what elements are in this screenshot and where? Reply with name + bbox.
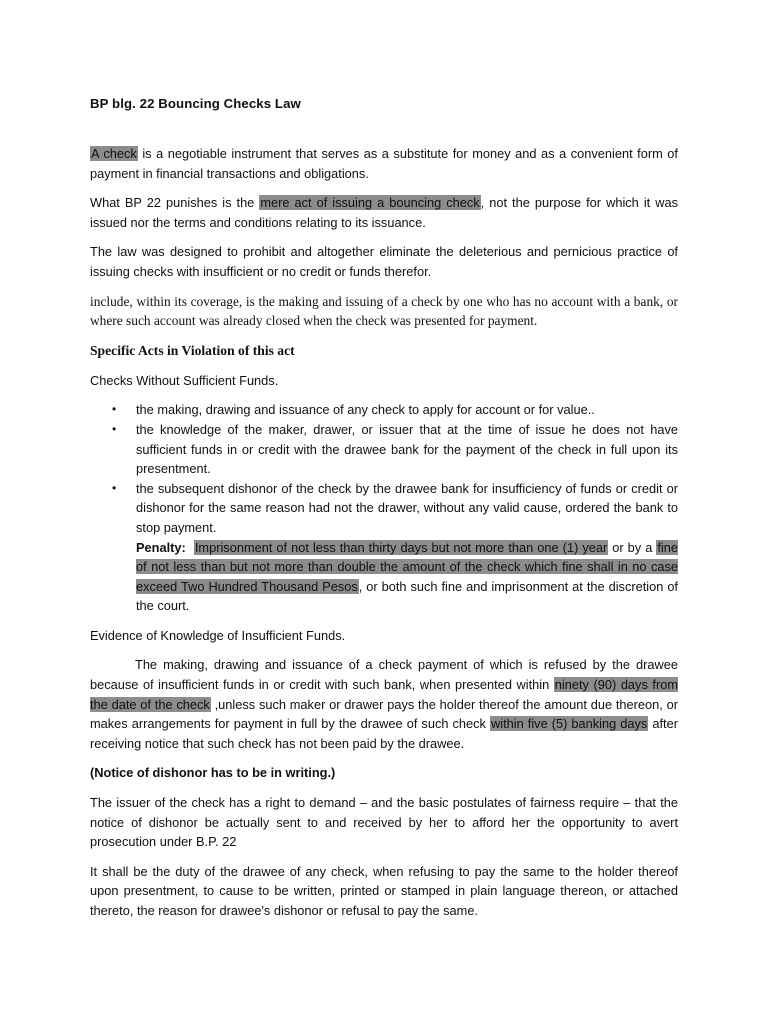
highlight-fine: fine of not less than but not more than double the amount of the check which fine shall in no case exceed Two Hundred Thousand Pesos bbox=[136, 539, 678, 594]
penalty-text: , or both such fine and imprisonment at the discretion of the court. bbox=[136, 578, 678, 614]
penalty-label: Penalty: bbox=[136, 539, 186, 555]
paragraph-presumption bbox=[90, 655, 678, 753]
list-item bbox=[90, 479, 678, 616]
paragraph-text: is a negotiable instrument that serves as a substitute for money and as a convenient form of payment in financial transactions and obligations. bbox=[90, 146, 678, 181]
list-item-text: the making, drawing and issuance of any check to apply for account or for value.. bbox=[136, 402, 595, 418]
paragraph-text: , not the purpose for which it was issued nor the terms and conditions relating to its issuance. bbox=[90, 195, 678, 230]
paragraph-text: The making, drawing and issuance of a check payment of which is refused by the drawee because of insufficient funds in or credit with such bank, when presented within bbox=[90, 657, 678, 693]
bullet-icon: • bbox=[112, 402, 117, 417]
bullet-icon: • bbox=[112, 480, 117, 495]
notice-in-writing: (Notice of dishonor has to be in writing.) bbox=[90, 765, 336, 781]
document-content bbox=[90, 94, 678, 931]
subheading-evidence-of-knowledge: Evidence of Knowledge of Insufficient Funds. bbox=[90, 627, 346, 643]
paragraph-check-definition bbox=[90, 144, 678, 183]
penalty-text: or by a bbox=[608, 539, 657, 555]
highlight-ninety-days: ninety (90) days from the date of the check bbox=[90, 677, 678, 712]
penalty-block bbox=[136, 538, 678, 616]
paragraph-text: What BP 22 punishes is the bbox=[90, 195, 260, 211]
paragraph-right-to-demand: The issuer of the check has a right to demand – and the basic postulates of fairness require – that the notice of dishonor be actually sent to and received by her to afford her the opportunity to avert prosecution under B.P. 22 bbox=[90, 795, 678, 850]
subheading-checks-without-funds: Checks Without Sufficient Funds. bbox=[90, 372, 279, 388]
penalty-gap bbox=[186, 540, 194, 555]
list-item bbox=[90, 400, 678, 420]
paragraph-what-bp22-punishes bbox=[90, 193, 678, 232]
bullet-list-acts bbox=[90, 400, 678, 616]
list-item bbox=[90, 420, 678, 479]
paragraph-coverage: include, within its coverage, is the making and issuing of a check by one who has no account with a bank, or where such account was already closed when the check was presented for payment. bbox=[90, 293, 678, 329]
highlight-imprisonment: Imprisonment of not less than thirty days but not more than one (1) year bbox=[194, 539, 608, 555]
document-title: BP blg. 22 Bouncing Checks Law bbox=[90, 96, 301, 111]
highlight-mere-act: mere act of issuing a bouncing check bbox=[260, 195, 480, 211]
highlight-five-banking-days: within five (5) banking days bbox=[491, 716, 648, 732]
list-item-text: the subsequent dishonor of the check by the drawee bank for insufficiency of funds or credit or dishonor for the same reason had not the drawer, without any valid cause, ordered the bank to stop payment. bbox=[136, 480, 678, 535]
highlight-a-check: A check bbox=[91, 146, 137, 161]
list-item-text: the knowledge of the maker, drawer, or issuer that at the time of issue he does not have sufficient funds in or credit with the drawee bank for the payment of the check in full upon its presentment. bbox=[136, 421, 678, 477]
section-heading-specific-acts: Specific Acts in Violation of this act bbox=[90, 342, 295, 358]
paragraph-text: after receiving notice that such check has not been paid by the drawee. bbox=[90, 716, 678, 751]
paragraph-text: ,unless such maker or drawer pays the holder thereof the amount due thereon, or makes arrangements for payment in full by the drawee of such check bbox=[90, 696, 679, 732]
bullet-icon: • bbox=[112, 421, 117, 436]
paragraph-law-purpose: The law was designed to prohibit and altogether eliminate the deleterious and pernicious practice of issuing checks with insufficient or no credit or funds therefor. bbox=[90, 244, 678, 279]
paragraph-duty-of-drawee: It shall be the duty of the drawee of any check, when refusing to pay the same to the holder thereof upon presentment, to cause to be written, printed or stamped in plain language thereon, or attached thereto, the reason for drawee's dishonor or refusal to pay the same. bbox=[90, 863, 678, 918]
